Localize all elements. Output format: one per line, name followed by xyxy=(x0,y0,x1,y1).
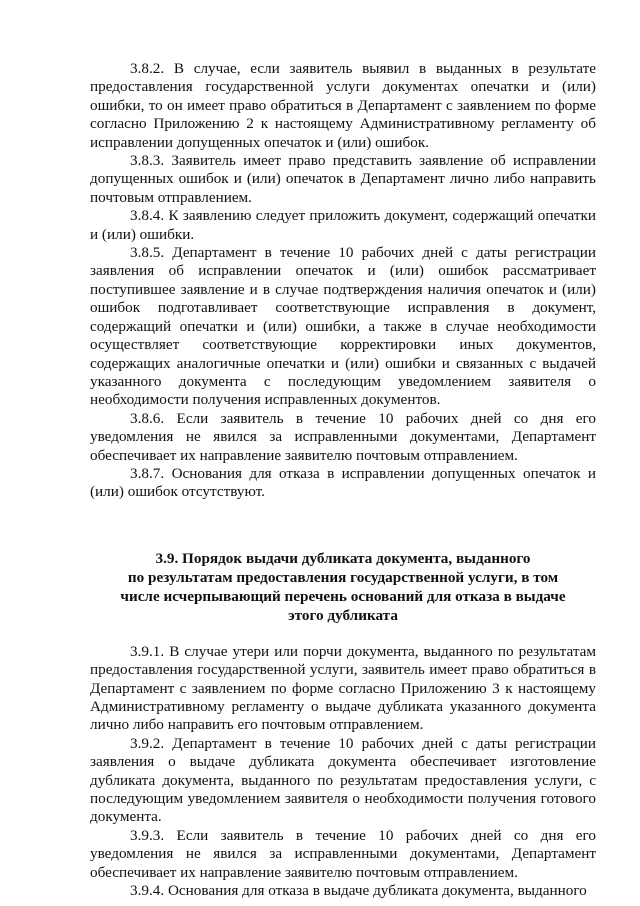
document-page xyxy=(90,60,596,900)
paragraph-3-8-2: 3.8.2. В случае, если заявитель выявил в выданных в результате предоставления государственной услуги документах опечатки и (или) ошибки, то он имеет право обратиться в Департамент с заявлением по форме согласно Приложению 2 к настоящему Административному регламенту об исправлении допущенных опечаток и (или) ошибок. xyxy=(90,60,596,151)
paragraph-3-8-5: 3.8.5. Департамент в течение 10 рабочих дней с даты регистрации заявления об исправлении опечаток и (или) ошибок рассматривает поступившее заявление и в случае подтверждения наличия опечаток и (или) ошибок подготавливает соответствующие исправления в документ, содержащий опечатки и (или) ошибки, а также в случае необходимости осуществляет соответствующие корректировки иных документов, содержащих аналогичные опечатки и (или) ошибки и связанных с выдачей указанного документа с последующим уведомлением заявителя о необходимости получения исправленных документов. xyxy=(90,244,596,409)
paragraph-3-8-4: 3.8.4. К заявлению следует приложить документ, содержащий опечатки и (или) ошибки. xyxy=(90,207,596,243)
section-heading-line: по результатам предоставления государственной услуги, в том xyxy=(127,568,559,586)
paragraph-3-8-6: 3.8.6. Если заявитель в течение 10 рабочих дней со дня его уведомления не явился за исправленными документами, Департамент обеспечивает их направление заявителю почтовым отправлением. xyxy=(90,409,596,464)
paragraph-3-9-1: 3.9.1. В случае утери или порчи документа, выданного по результатам предоставления государственной услуги, заявитель имеет право обратиться в Департамент с заявлением по форме согласно Приложению 3 к настоящему Административному регламенту о выдаче дубликата указанного документа лично либо направить его почтовым отправлением. xyxy=(90,642,596,734)
section-heading-line: этого дубликата xyxy=(288,606,398,624)
section-heading-3-9 xyxy=(90,549,596,625)
paragraph-3-9-3: 3.9.3. Если заявитель в течение 10 рабочих дней со дня его уведомления не явился за исправленными документами, Департамент обеспечивает их направление заявителю почтовым отправлением. xyxy=(90,826,596,881)
paragraph-3-8-7: 3.8.7. Основания для отказа в исправлении допущенных опечаток и (или) ошибок отсутствуют. xyxy=(90,464,596,501)
section-heading-line: числе исчерпывающий перечень оснований для отказа в выдаче xyxy=(120,587,566,605)
paragraph-3-9-2: 3.9.2. Департамент в течение 10 рабочих дней с даты регистрации заявления о выдаче дубликата документа обеспечивает изготовление дубликата документа, выданного по результатам предоставления услуги, с последующим уведомлением заявителя о необходимости получения готового документа. xyxy=(90,734,596,826)
section-heading-line: 3.9. Порядок выдачи дубликата документа, выданного xyxy=(155,549,531,567)
paragraph-3-8-3: 3.8.3. Заявитель имеет право представить заявление об исправлении допущенных ошибок и (или) опечаток в Департамент лично либо направить почтовым отправлением. xyxy=(90,152,596,206)
paragraph-3-9-4: 3.9.4. Основания для отказа в выдаче дубликата документа, выданного xyxy=(130,882,587,900)
